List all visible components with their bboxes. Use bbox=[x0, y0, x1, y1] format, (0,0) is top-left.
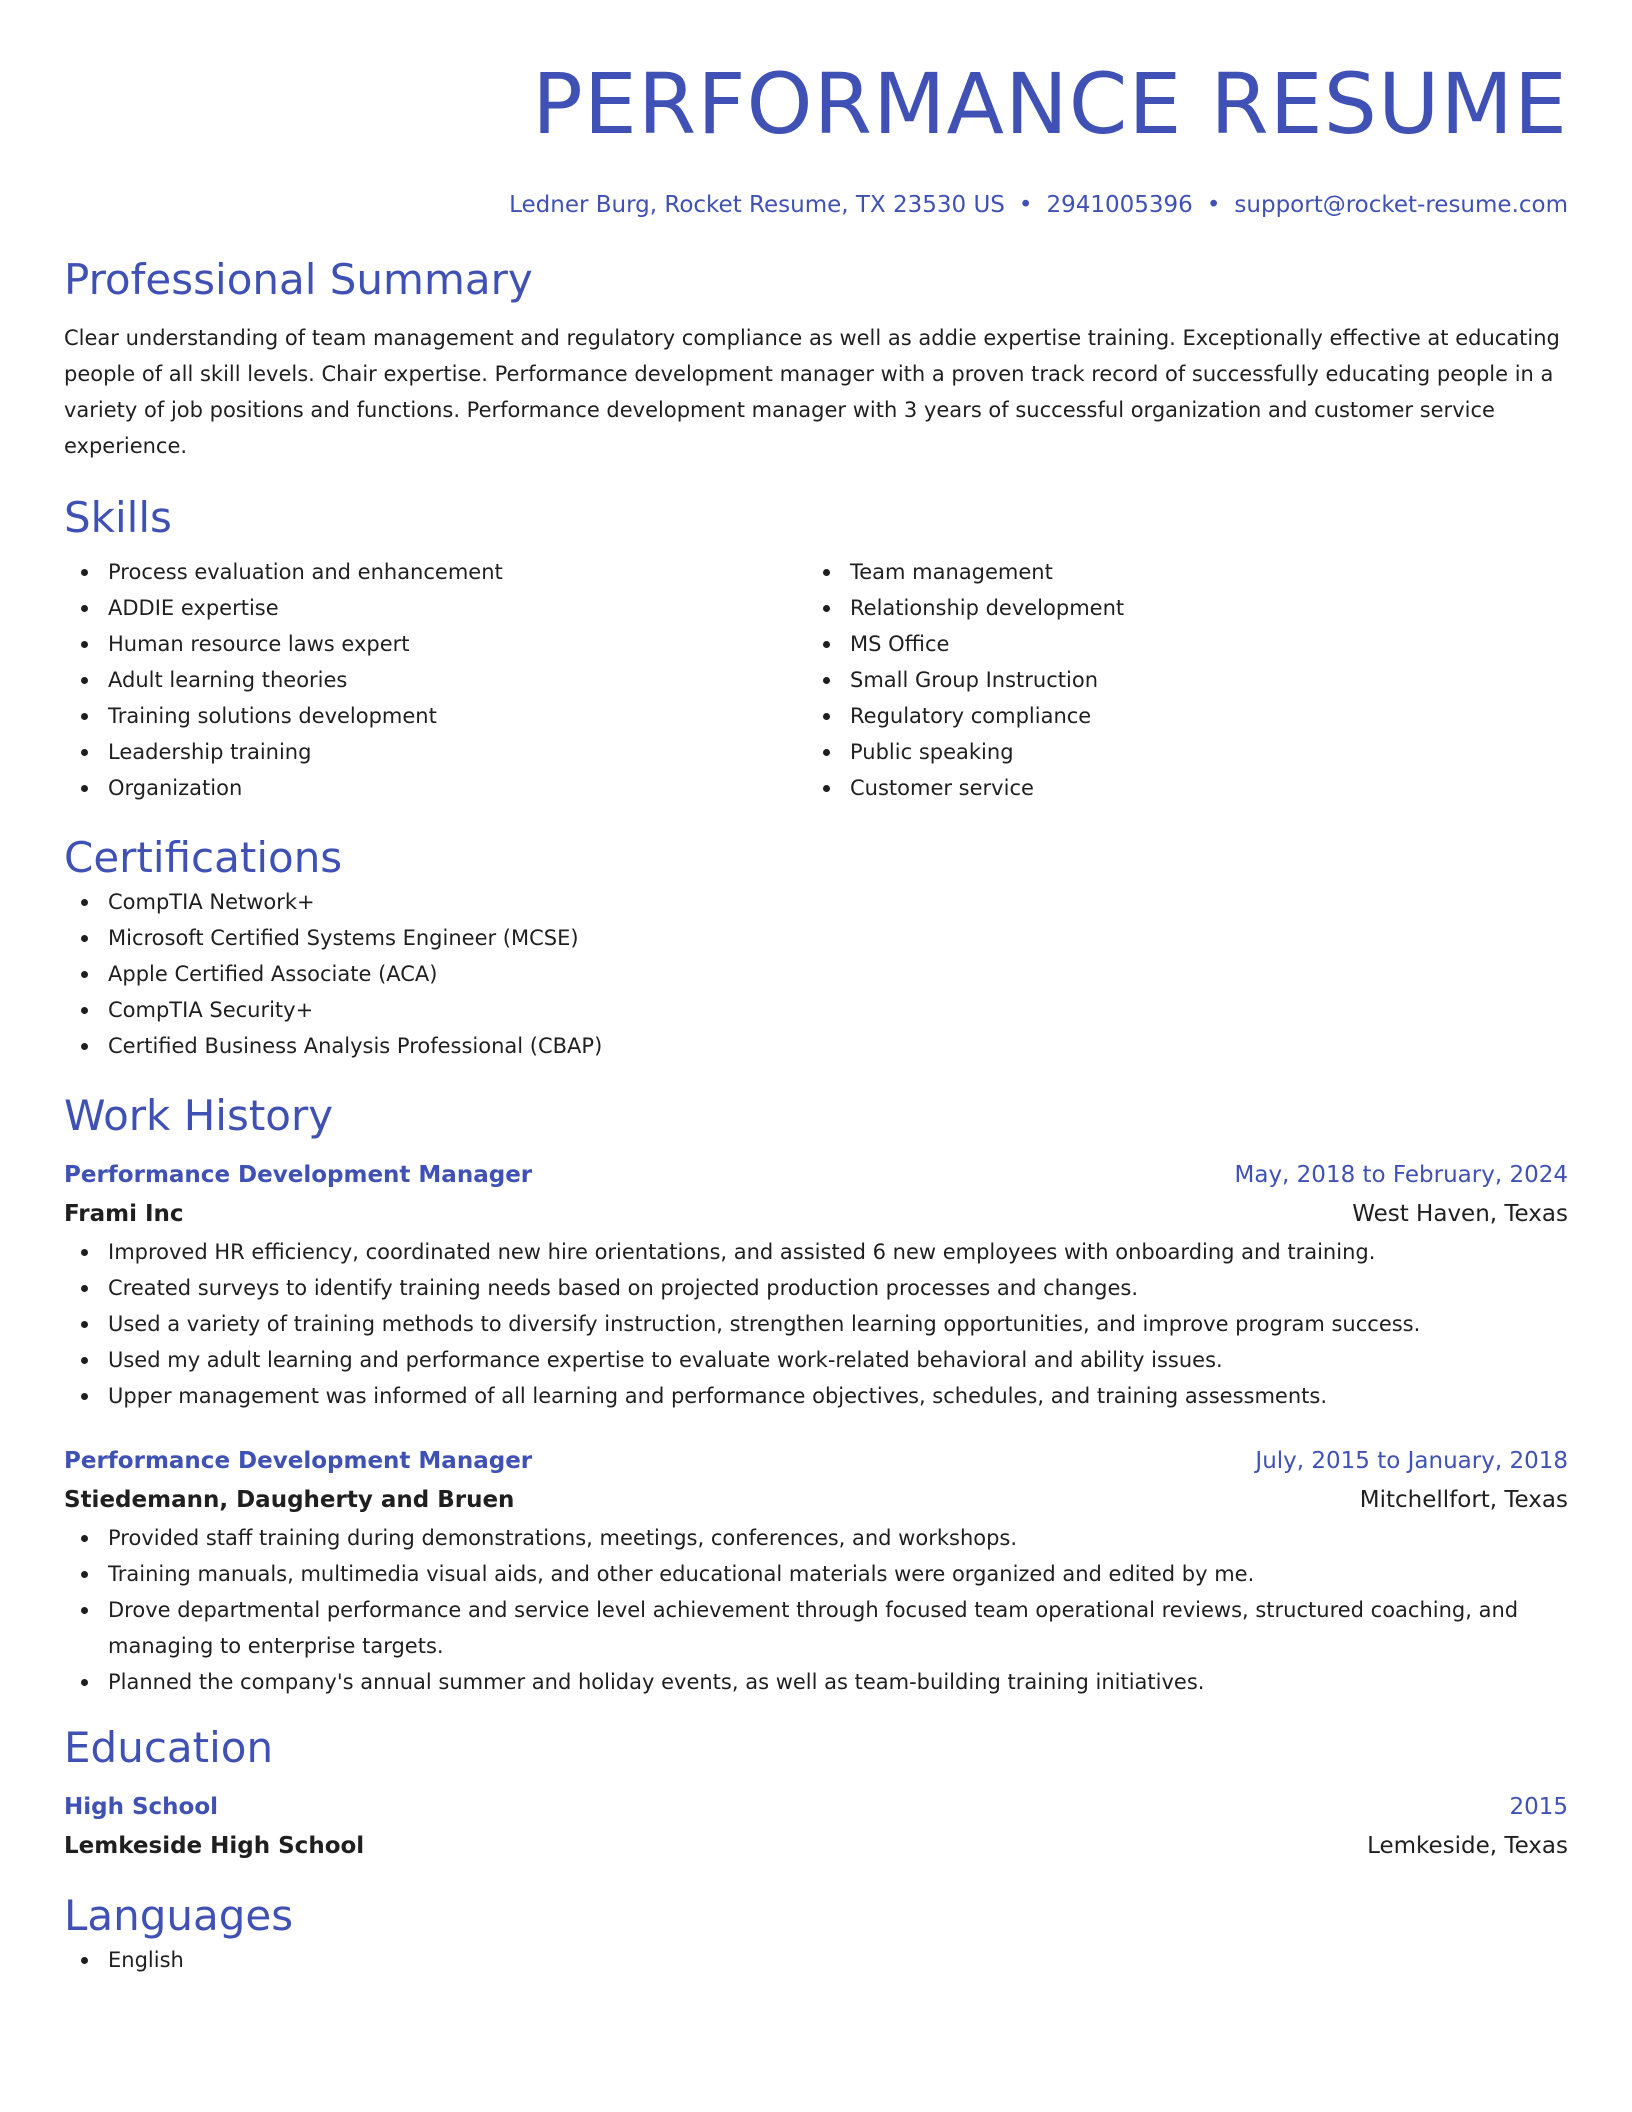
job-title: Performance Development Manager bbox=[64, 1448, 533, 1474]
skills-section bbox=[64, 492, 1568, 806]
job-company-row bbox=[64, 1480, 1568, 1520]
certifications-section bbox=[64, 832, 1568, 1064]
language-item: English bbox=[64, 1942, 1568, 1978]
job-dates: May, 2018 to February, 2024 bbox=[1234, 1162, 1568, 1188]
skill-item: Organization bbox=[64, 770, 806, 806]
job-header-row bbox=[64, 1156, 1568, 1194]
job-company: Stiedemann, Daugherty and Bruen bbox=[64, 1487, 515, 1513]
section-title-languages: Languages bbox=[64, 1891, 294, 1940]
job-bullet: Upper management was informed of all learning and performance objectives, schedules, and training assessments. bbox=[64, 1378, 1568, 1414]
resume-name: PERFORMANCE RESUME bbox=[532, 55, 1568, 153]
skills-list-left bbox=[64, 554, 806, 806]
skill-item: MS Office bbox=[806, 626, 1548, 662]
education-school: Lemkeside High School bbox=[64, 1833, 365, 1859]
contact-separator: • bbox=[1206, 192, 1221, 218]
job-bullet: Planned the company's annual summer and holiday events, as well as team-building training initiatives. bbox=[64, 1664, 1568, 1700]
contact-line bbox=[64, 190, 1568, 220]
languages-section bbox=[64, 1890, 1568, 1978]
education-section bbox=[64, 1722, 1568, 1866]
skill-item: Relationship development bbox=[806, 590, 1548, 626]
education-header-row bbox=[64, 1788, 1568, 1826]
job-bullet: Training manuals, multimedia visual aids, and other educational materials were organized and edited by me. bbox=[64, 1556, 1568, 1592]
work-history-section bbox=[64, 1090, 1568, 1700]
certification-item: Apple Certified Associate (ACA) bbox=[64, 956, 1568, 992]
job-dates: July, 2015 to January, 2018 bbox=[1255, 1448, 1568, 1474]
skill-item: Leadership training bbox=[64, 734, 806, 770]
section-title-summary: Professional Summary bbox=[64, 255, 533, 304]
education-year: 2015 bbox=[1509, 1794, 1568, 1820]
job-bullet: Improved HR efficiency, coordinated new hire orientations, and assisted 6 new employees with onboarding and training. bbox=[64, 1234, 1568, 1270]
skill-item: Training solutions development bbox=[64, 698, 806, 734]
skill-item: Small Group Instruction bbox=[806, 662, 1548, 698]
skill-item: Human resource laws expert bbox=[64, 626, 806, 662]
education-school-row bbox=[64, 1826, 1568, 1866]
summary-section bbox=[64, 254, 1568, 464]
languages-list bbox=[64, 1942, 1568, 1978]
section-title-education: Education bbox=[64, 1723, 274, 1772]
education-degree: High School bbox=[64, 1794, 219, 1820]
skills-grid bbox=[64, 554, 1568, 806]
certification-item: CompTIA Network+ bbox=[64, 884, 1568, 920]
job-location: Mitchellfort, Texas bbox=[1359, 1487, 1568, 1513]
skill-item: Regulatory compliance bbox=[806, 698, 1548, 734]
job-bullet-list bbox=[64, 1234, 1568, 1414]
section-title-certifications: Certifications bbox=[64, 833, 343, 882]
job-title: Performance Development Manager bbox=[64, 1162, 533, 1188]
section-title-work-history: Work History bbox=[64, 1091, 334, 1140]
section-title-skills: Skills bbox=[64, 493, 172, 542]
job-bullet: Created surveys to identify training needs based on projected production processes and changes. bbox=[64, 1270, 1568, 1306]
job-bullet: Used my adult learning and performance expertise to evaluate work-related behavioral and ability issues. bbox=[64, 1342, 1568, 1378]
contact-address: Ledner Burg, Rocket Resume, TX 23530 US bbox=[509, 192, 1005, 218]
job-entry bbox=[64, 1156, 1568, 1414]
job-bullet-list bbox=[64, 1520, 1568, 1700]
job-entry bbox=[64, 1442, 1568, 1700]
job-company: Frami Inc bbox=[64, 1201, 184, 1227]
resume-header bbox=[64, 56, 1568, 220]
job-company-row bbox=[64, 1194, 1568, 1234]
summary-text: Clear understanding of team management and regulatory compliance as well as addie expertise training. Exceptionally effective at educating people of all skill levels. Chair expertise. Performance development manager with a proven track record of successfully educating people in a variety of job positions and functions. Performance development manager with 3 years of successful organization and customer service experience. bbox=[64, 326, 1560, 458]
certification-item: Microsoft Certified Systems Engineer (MCSE) bbox=[64, 920, 1568, 956]
skill-item: Public speaking bbox=[806, 734, 1548, 770]
certification-item: CompTIA Security+ bbox=[64, 992, 1568, 1028]
contact-email: support@rocket-resume.com bbox=[1234, 192, 1568, 218]
skill-item: ADDIE expertise bbox=[64, 590, 806, 626]
education-location: Lemkeside, Texas bbox=[1367, 1833, 1568, 1859]
skill-item: Customer service bbox=[806, 770, 1548, 806]
skill-item: Team management bbox=[806, 554, 1548, 590]
certifications-list bbox=[64, 884, 1568, 1064]
skill-item: Process evaluation and enhancement bbox=[64, 554, 806, 590]
skill-item: Adult learning theories bbox=[64, 662, 806, 698]
job-bullet: Used a variety of training methods to diversify instruction, strengthen learning opportunities, and improve program success. bbox=[64, 1306, 1568, 1342]
contact-separator: • bbox=[1018, 192, 1033, 218]
job-location: West Haven, Texas bbox=[1352, 1201, 1568, 1227]
job-bullet: Provided staff training during demonstrations, meetings, conferences, and workshops. bbox=[64, 1520, 1568, 1556]
skills-list-right bbox=[806, 554, 1548, 806]
education-entry bbox=[64, 1788, 1568, 1866]
job-bullet: Drove departmental performance and service level achievement through focused team operational reviews, structured coaching, and managing to enterprise targets. bbox=[64, 1592, 1568, 1664]
certification-item: Certified Business Analysis Professional (CBAP) bbox=[64, 1028, 1568, 1064]
job-header-row bbox=[64, 1442, 1568, 1480]
contact-phone: 2941005396 bbox=[1046, 192, 1193, 218]
